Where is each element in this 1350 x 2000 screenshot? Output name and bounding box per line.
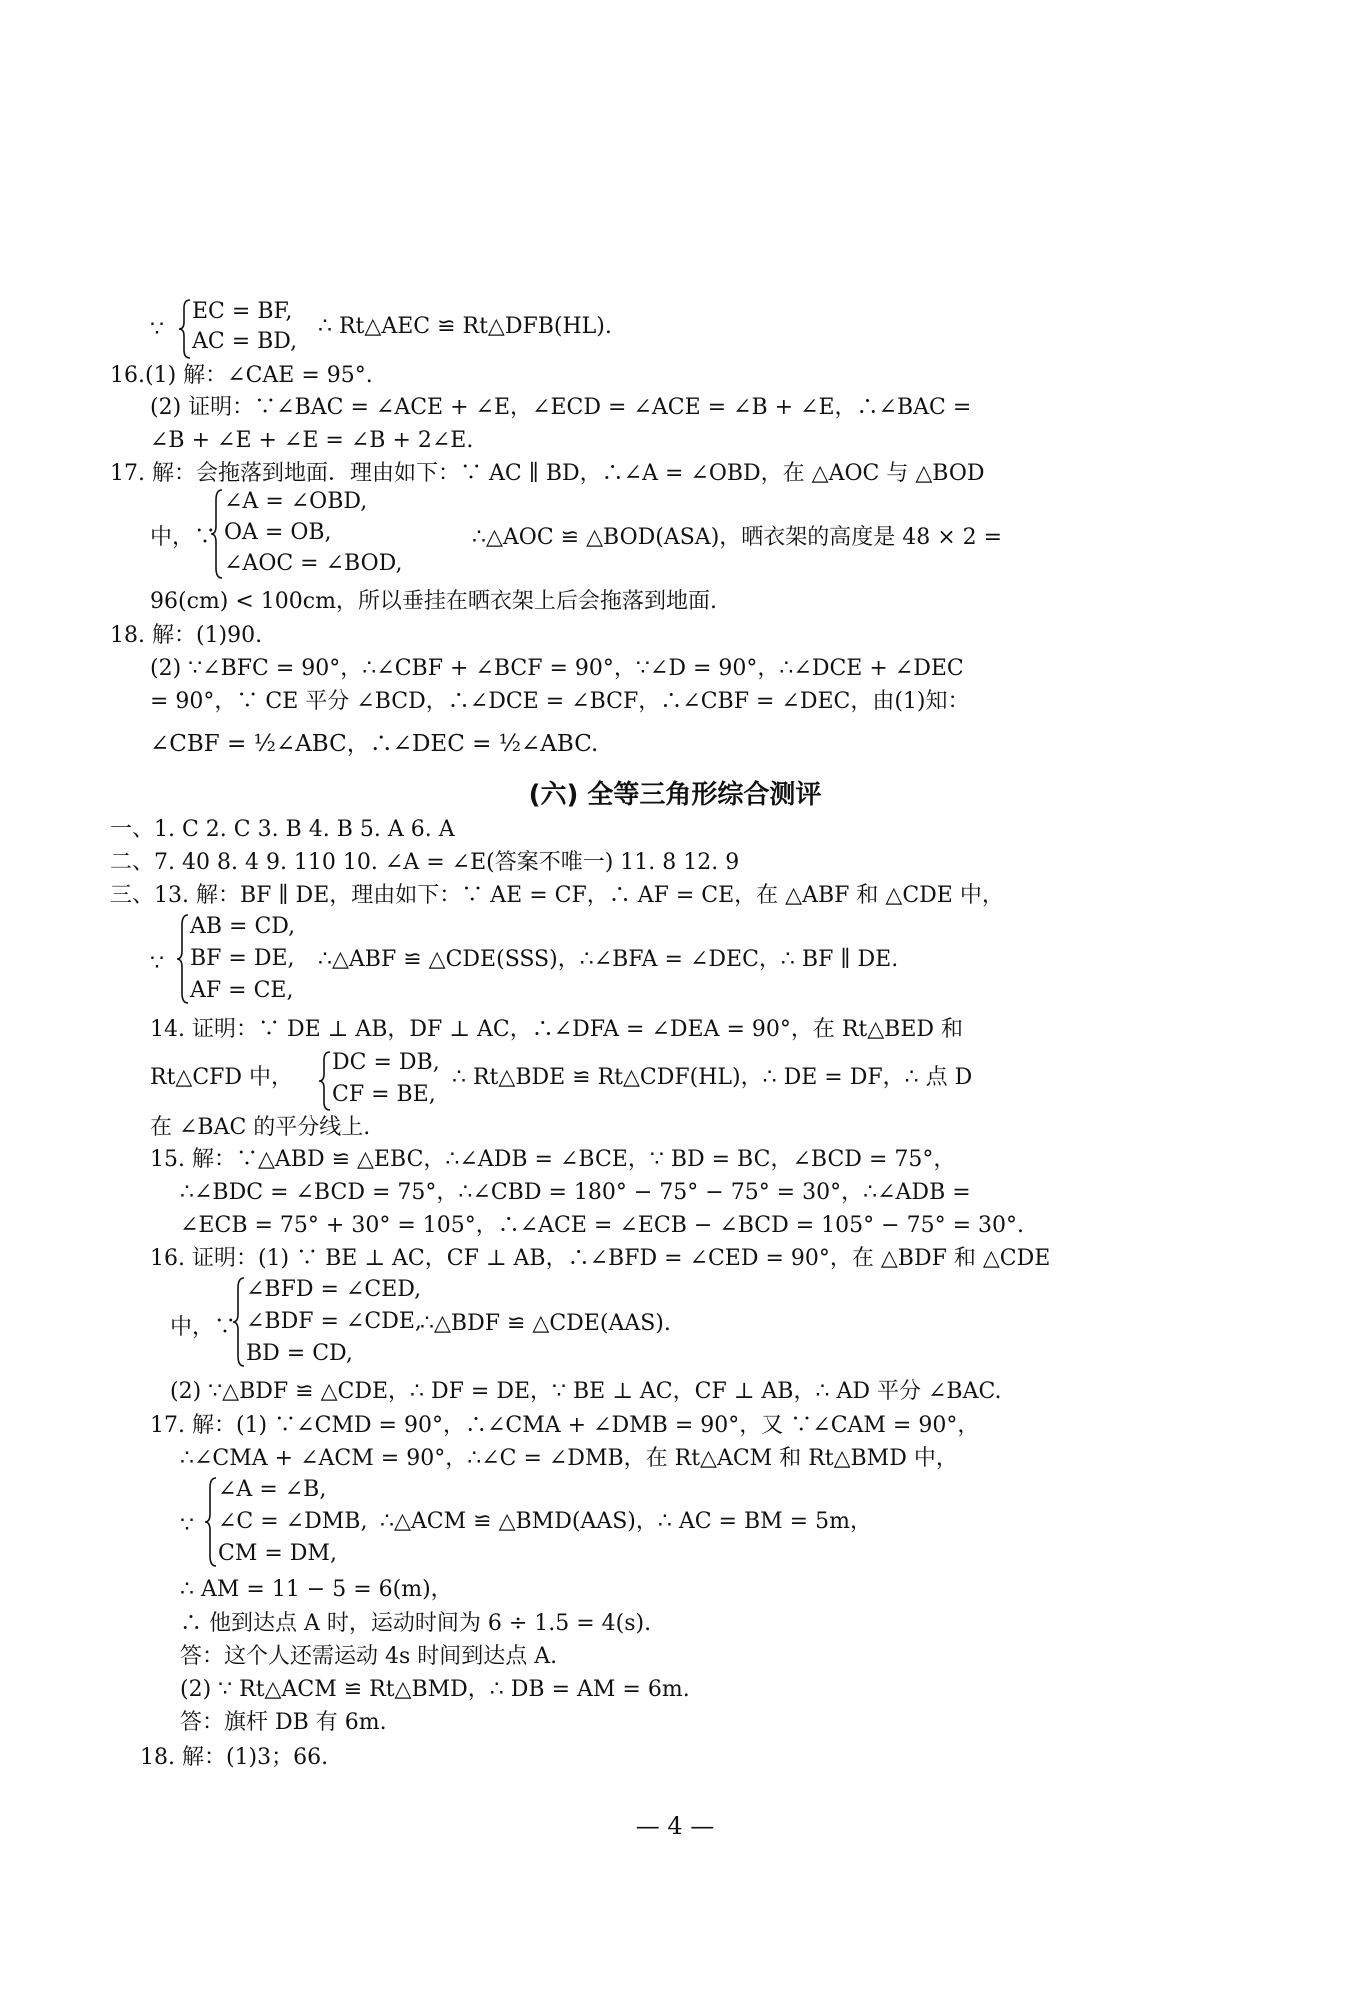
equation-line: ∠BFD = ∠CED, [246, 1277, 422, 1302]
therefore-sign: ∵ [150, 951, 164, 976]
equation-line: AC = BD, [192, 329, 298, 354]
text-line: Rt△CFD 中， [150, 1065, 294, 1090]
brace-icon [210, 488, 224, 580]
text-line: 16. 证明：(1) ∵ BE ⊥ AC，CF ⊥ AB，∴∠BFD = ∠CED = 90°，在 △BDF 和 △CDE [150, 1246, 1051, 1271]
text-line: 96(cm) < 100cm，所以垂挂在晒衣架上后会拖落到地面. [150, 589, 717, 614]
equation-line: ∠A = ∠B, [218, 1477, 327, 1502]
text-line: ∴∠BDC = ∠BCD = 75°，∴∠CBD = 180° − 75° − 75° = 30°，∴∠ADB = [180, 1180, 971, 1205]
text-line: 答：旗杆 DB 有 6m. [180, 1710, 387, 1735]
text-line: 中，∵ [150, 525, 217, 550]
equation-line: ∠AOC = ∠BOD, [224, 551, 403, 576]
text-line: ∴ Rt△AEC ≌ Rt△DFB(HL). [318, 314, 612, 339]
equation-line: ∠BDF = ∠CDE, [246, 1309, 422, 1334]
text-line: (2) ∵ Rt△ACM ≌ Rt△BMD，∴ DB = AM = 6m. [180, 1677, 690, 1702]
page-number: — 4 — [635, 1812, 715, 1840]
equation-line: AB = CD, [190, 914, 296, 939]
text-line: 答：这个人还需运动 4s 时间到达点 A. [180, 1644, 558, 1669]
text-line: ∠B + ∠E + ∠E = ∠B + 2∠E. [150, 428, 474, 453]
text-line: 三、13. 解：BF ∥ DE，理由如下：∵ AE = CF，∴ AF = CE，在 △ABF 和 △CDE 中， [110, 883, 1004, 908]
text-line: ∴△BDF ≌ △CDE(AAS). [420, 1311, 671, 1336]
equation-line: DC = DB, [332, 1050, 440, 1075]
brace-icon [178, 298, 192, 360]
text-line: 16.(1) 解：∠CAE = 95°. [110, 363, 373, 388]
equation-line: BD = CD, [246, 1341, 353, 1366]
text-line: 17. 解：(1) ∵∠CMD = 90°，∴∠CMA + ∠DMB = 90°，又 ∵∠CAM = 90°， [150, 1413, 980, 1438]
text-line: 18. 解：(1)90. [110, 623, 263, 648]
brace-icon [176, 913, 190, 1005]
text-line: ∠ECB = 75° + 30° = 105°，∴∠ACE = ∠ECB − ∠BCD = 105° − 75° = 30°. [180, 1213, 1024, 1238]
text-line: (2) ∵∠BFC = 90°，∴∠CBF + ∠BCF = 90°，∵∠D = 90°，∴∠DCE + ∠DEC [150, 656, 964, 681]
text-line: 18. 解：(1)3；66. [140, 1745, 329, 1770]
equation-line: ∠C = ∠DMB, [218, 1509, 368, 1534]
text-line: ∴ Rt△BDE ≌ Rt△CDF(HL)，∴ DE = DF，∴ 点 D [452, 1065, 973, 1090]
brace-icon [232, 1276, 246, 1368]
equation-line: EC = BF, [192, 299, 293, 324]
brace-icon [204, 1476, 218, 1568]
text-line: 二、7. 40 8. 4 9. 110 10. ∠A = ∠E(答案不唯一) 11. 8 12. 9 [110, 850, 740, 875]
equation-line: AF = CE, [190, 978, 294, 1003]
text-line: (2) ∵△BDF ≌ △CDE，∴ DF = DE，∵ BE ⊥ AC，CF ⊥ AB，∴ AD 平分 ∠BAC. [170, 1379, 1002, 1404]
equation-line: ∠A = ∠OBD, [224, 489, 368, 514]
text-line: ∴ AM = 11 − 5 = 6(m)， [180, 1577, 453, 1602]
equation-line: BF = DE, [190, 946, 295, 971]
equation-line: OA = OB, [224, 520, 332, 545]
text-line: ∴△ACM ≌ △BMD(AAS)，∴ AC = BM = 5m， [380, 1509, 872, 1534]
brace-icon [318, 1050, 332, 1112]
equation-line: CM = DM, [218, 1541, 337, 1566]
section-heading: (六) 全等三角形综合测评 [528, 780, 822, 810]
text-line: = 90°，∵ CE 平分 ∠BCD，∴∠DCE = ∠BCF，∴∠CBF = ∠DEC，由(1)知： [150, 689, 970, 714]
text-line: 中，∵ [170, 1315, 237, 1340]
text-line: ∴△ABF ≌ △CDE(SSS)，∴∠BFA = ∠DEC，∴ BF ∥ DE. [318, 947, 899, 972]
text-line: ∴△AOC ≌ △BOD(ASA)，晒衣架的高度是 48 × 2 = [472, 525, 1003, 550]
text-line: 在 ∠BAC 的平分线上. [150, 1115, 371, 1140]
text-line: ∴∠CMA + ∠ACM = 90°，∴∠C = ∠DMB，在 Rt△ACM 和 Rt△BMD 中， [180, 1446, 958, 1471]
text-line: 17. 解：会拖落到地面．理由如下：∵ AC ∥ BD，∴∠A = ∠OBD，在 △AOC 与 △BOD [110, 461, 985, 486]
text-line: 14. 证明：∵ DE ⊥ AB，DF ⊥ AC，∴∠DFA = ∠DEA = 90°，在 Rt△BED 和 [150, 1017, 964, 1042]
text-line: (2) 证明：∵∠BAC = ∠ACE + ∠E，∠ECD = ∠ACE = ∠B + ∠E，∴∠BAC = [150, 395, 972, 420]
therefore-sign: ∵ [180, 1513, 194, 1538]
text-line: 一、1. C 2. C 3. B 4. B 5. A 6. A [110, 817, 455, 842]
equation-line: CF = BE, [332, 1082, 436, 1107]
text-line: 15. 解：∵△ABD ≌ △EBC，∴∠ADB = ∠BCE，∵ BD = BC，∠BCD = 75°， [150, 1147, 956, 1172]
text-line: ∠CBF = ½∠ABC，∴∠DEC = ½∠ABC. [150, 731, 599, 757]
therefore-sign: ∵ [150, 317, 164, 342]
text-line: ∴ 他到达点 A 时，运动时间为 6 ÷ 1.5 = 4(s). [180, 1611, 652, 1636]
